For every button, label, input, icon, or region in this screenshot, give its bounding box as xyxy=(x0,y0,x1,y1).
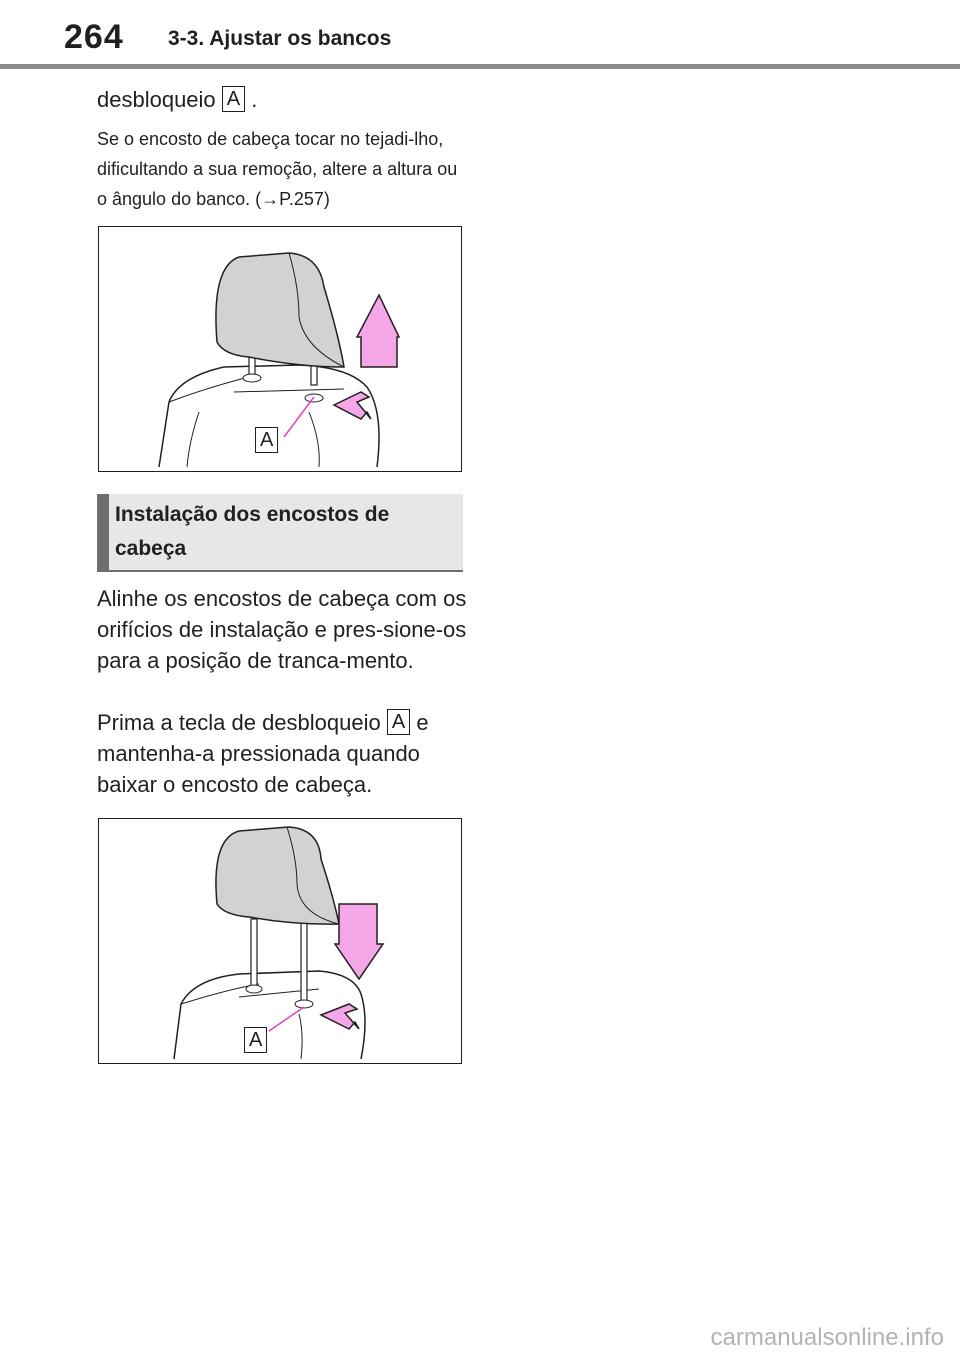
headrest-removal-illustration xyxy=(99,227,461,471)
figure-headrest-install xyxy=(98,818,462,1064)
intro-period: . xyxy=(251,87,258,112)
figure1-label-a: A xyxy=(255,427,278,453)
body-para-2 xyxy=(97,707,477,800)
subheading-text: Instalação dos encostos de cabeça xyxy=(115,503,390,560)
up-arrow-icon xyxy=(357,295,399,367)
subheading-box xyxy=(97,494,463,572)
figure2-label-a: A xyxy=(244,1027,267,1053)
label-a-box: A xyxy=(222,86,245,112)
section-title: 3-3. Ajustar os bancos xyxy=(168,27,392,50)
para2-label-a: A xyxy=(387,709,410,735)
body-para-1: Alinhe os encostos de cabeça com os orifícios de instalação e pres-sione-os para a posição de tranca-mento. xyxy=(97,586,467,673)
figure-headrest-removal xyxy=(98,226,462,472)
subheading-bar xyxy=(97,494,109,570)
para2-start: Prima a tecla de desbloqueio xyxy=(97,710,381,735)
note-text: Se o encosto de cabeça tocar no tejadi-lho, dificultando a sua remoção, altere a altura ou o ângulo do banco. (→P.257) xyxy=(97,129,458,209)
watermark: carmanualsonline.info xyxy=(710,1324,944,1351)
down-arrow-icon xyxy=(335,904,383,979)
para2-end: e mantenha-a pressionada quando baixar o encosto de cabeça. xyxy=(97,710,429,797)
page-number: 264 xyxy=(64,18,124,56)
headrest-install-illustration xyxy=(99,819,461,1063)
page-header xyxy=(0,0,960,70)
intro-text: desbloqueio xyxy=(97,87,216,112)
header-rule xyxy=(0,64,960,69)
intro-line xyxy=(97,86,257,113)
